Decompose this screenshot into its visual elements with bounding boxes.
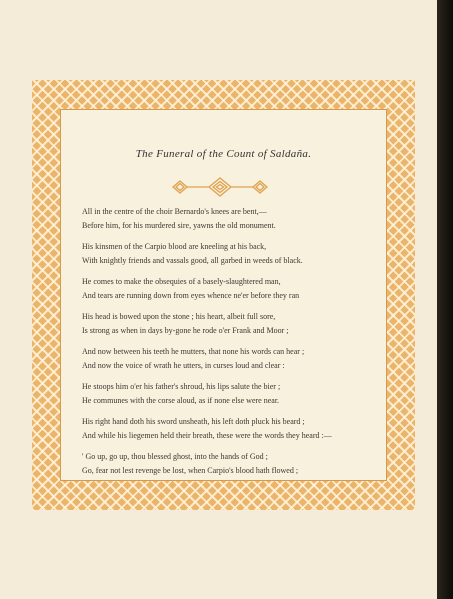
verse-line: Go, fear not lest revenge be lost, when Carpio's blood hath flowed ;	[82, 466, 299, 475]
celtic-knot-ornament	[165, 176, 275, 198]
stanza	[82, 380, 382, 408]
verse-line: All in the centre of the choir Bernardo's knees are bent,—	[82, 207, 267, 216]
verse-line: His right hand doth his sword unsheath, his left doth pluck his beard ;	[82, 417, 305, 426]
verse-line: ' Go up, go up, thou blessed ghost, into the hands of God ;	[82, 452, 268, 461]
verse-line: Before him, for his murdered sire, yawns the old monument.	[82, 221, 276, 230]
verse-line: And while his liegemen held their breath, these were the words they heard :—	[82, 431, 332, 440]
stanza	[82, 205, 382, 233]
stanza	[82, 345, 382, 373]
stanza	[82, 240, 382, 268]
verse-line: And now between his teeth he mutters, that none his words can hear ;	[82, 347, 305, 356]
verse-line: Is strong as when in days by-gone he rode o'er Frank and Moor ;	[82, 326, 289, 335]
stanza	[82, 275, 382, 303]
stanza	[82, 415, 382, 443]
verse-line: His kinsmen of the Carpio blood are kneeling at his back,	[82, 242, 267, 251]
poem-title: The Funeral of the Count of Saldaña.	[135, 148, 312, 160]
verse-line: With knightly friends and vassals good, all garbed in weeds of black.	[82, 256, 303, 265]
verse-line: And tears are running down from eyes whence ne'er before they ran	[82, 291, 300, 300]
stanza	[82, 450, 382, 478]
book-spine	[437, 0, 453, 599]
stanza	[82, 310, 382, 338]
verse-line: His head is bowed upon the stone ; his heart, albeit full sore,	[82, 312, 276, 321]
verse-line: And now the voice of wrath he utters, in curses loud and clear :	[82, 361, 285, 370]
verse-line: He stoops him o'er his father's shroud, his lips salute the bier ;	[82, 382, 281, 391]
poem-verses	[82, 205, 382, 485]
verse-line: He comes to make the obsequies of a basely-slaughtered man,	[82, 277, 281, 286]
verse-line: He communes with the corse aloud, as if none else were near.	[82, 396, 280, 405]
